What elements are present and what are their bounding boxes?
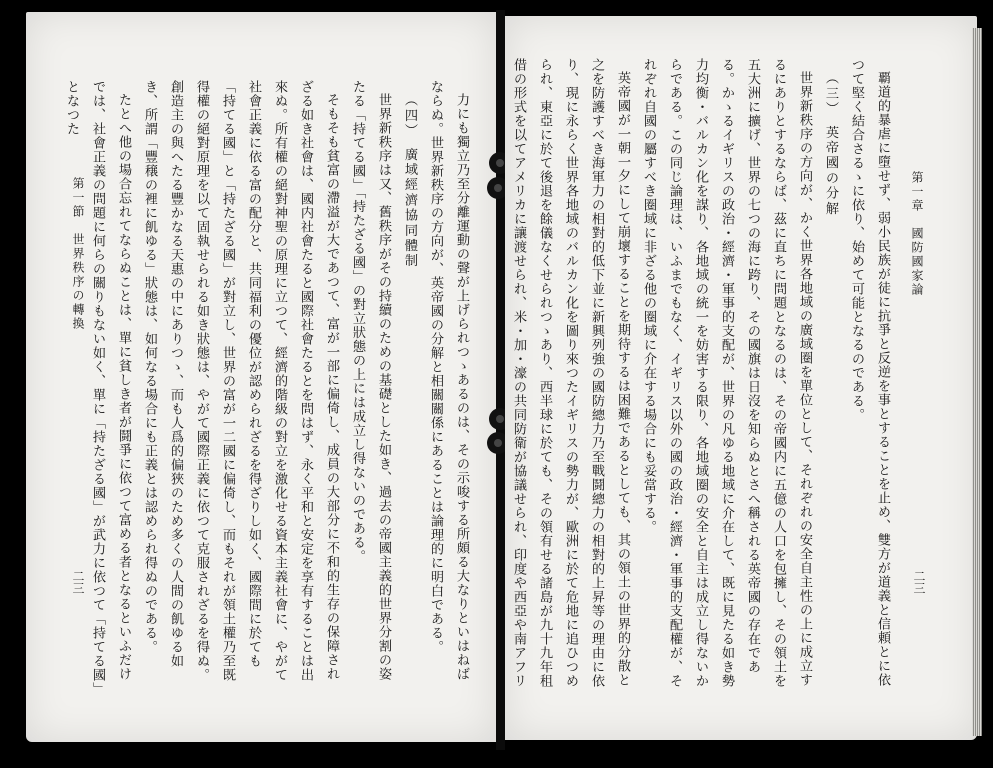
left-paragraph-2: 世界新秩序は又、舊秩序がその持續のための基礎とした如き、過去の帝國主義的世界分割の姿たる「持てる國」「持たざる國」の對立狀態の上には成立し得ないのである。: [350, 80, 391, 682]
section-heading-3: （三） 英帝國の分解: [823, 71, 838, 217]
right-page-number: 二三: [912, 570, 926, 594]
left-page: [26, 12, 496, 742]
left-running-header: 第一節 世界秩序の轉換: [71, 177, 85, 331]
section-heading-4: （四） 廣域經濟協同體制: [402, 93, 417, 269]
left-paragraph-4: たとへ他の場合忘れてならぬことは、單に貧しき者が鬪爭に依つて富める者となるといふだけでは、社會正義の問題に何らの關りもない如く、單に「持たざる國」が武力に依つて「持てる國」となつた: [64, 80, 131, 690]
book-binding: [496, 10, 505, 750]
left-page-number: 二三: [71, 570, 85, 594]
right-paragraph-1: 覇道的暴虐に墮せず、弱小民族が徒に抗爭と反逆を事とすることを止め、雙方が道義と信頼とに依つて堅く結合さるゝに依り、始めて可能となるのである。: [849, 58, 890, 688]
left-paragraph-3: そもそも貧富の滯溢が大であつて、富が一部に偏倚し、成員の大部分に不和的生存の保障されざる如き社會は、國内社會たると國際社會たるとを問はず、永く平和と安定を享有することは出來ぬ。所有權の絕對神聖の原理に立つて、經濟的階級の對立を激化せる資本主義社會に、やがて社會正義に依る富の配分と、共同福利の優位が認められざるを得ざりし如く、國際間に於ても「持てる國」と「持たざる國」が對立し、世界の富が一二國に偏倚し、而もそれが領土權乃至既得權の絕對原理を以て固執せられる如き狀態は、やがて國際正義に依つて克服されざるを得ぬ。創造主の與へたる豐かなる天惠の中にありつゝ、而も人爲的偏狹のため多くの人間の飢ゆる如き、所謂「豐穣の裡に飢ゆる」狀態は、如何なる場合にも正義とは認められ得ぬのである。: [142, 80, 339, 682]
right-page: [505, 16, 977, 740]
page-edges: [972, 28, 982, 736]
right-paragraph-3: 英帝國が一朝一夕にして崩壞することを期待するは困難であるとしても、其の領土の世界的分散と之を防護すべき海軍力の相對的低下並に新興列強の國防總力乃至戰鬪總力の相對的上昇等の理由に依り、現に永らく世界各地域のバルカン化を圖り來つたイギリスの勢力が、歐洲に於て危地に追ひつめられ、東亞に於て後退を餘儀なくせられつゝあり、西半球に於ても、その領有せる諸島が九十九年租借の形式を以てアメリカに讓渡せられ、米・加・濠の共同防衛が協議せられ、印度や西亞や南アフリ: [511, 58, 630, 688]
left-body-text: [58, 80, 474, 692]
right-body-text: [505, 58, 895, 698]
right-paragraph-2: 世界新秩序の方向が、かく世界各地域の廣域圈を單位として、それぞれの安全自主性の上に成立するにありとするならば、茲に直ちに問題となるのは、その帝國内に五億の人口を包擁し、その領土を五大洲に擴げ、世界の七つの海に跨り、その國旗は日沒を知らぬとさへ稱される英帝國の存在である。かゝるイギリスの政治・經濟・軍事的支配が、世界の凡ゆる地域に介在して、既に見たる如き勢力均衡・バルカン化を謀り、各地域の統一を妨害する限り、各地域圈の安全と自主は成立し得ないからである。この同じ論理は、いふまでもなく、イギリス以外の國の政治・經濟・軍事的支配權が、それぞれ自國の屬すべき圈域に非ざる他の圈域に介在する場合にも妥當する。: [641, 58, 812, 688]
left-paragraph-1: 力にも獨立乃至分離運動の聲が上げられつゝあるのは、その示唆する所頗る大なりといはねばならぬ。世界新秩序の方向が、英帝國の分解と相關關係にあることは論理的に明白である。: [428, 80, 469, 682]
right-running-header: 第一章 國防國家論: [910, 171, 924, 297]
